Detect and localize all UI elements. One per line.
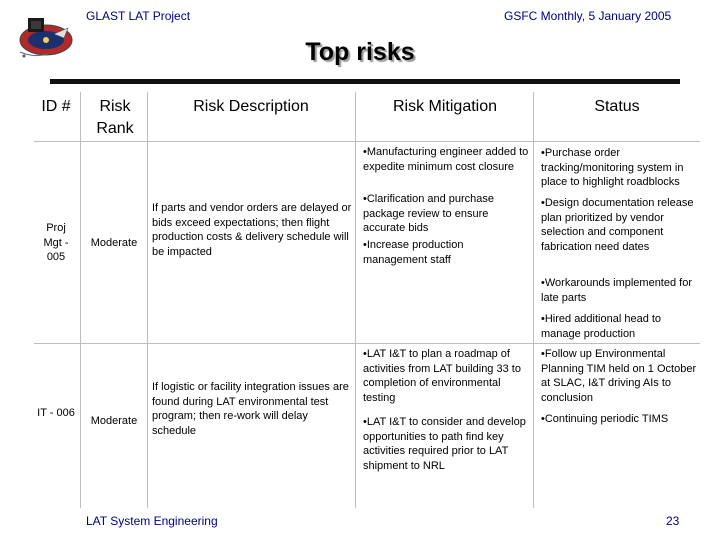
risk-rank: Moderate [90,415,138,427]
risk-id: IT - 006 [37,407,75,419]
risk-description: If parts and vendor orders are delayed or bids exceed expectations; then flight production costs & delivery schedule will be impacted [152,202,352,258]
grid-line [80,92,81,508]
risk-description: If logistic or facility integration issues are found during LAT environmental test program; then re-work will delay schedule [152,381,349,437]
status-item: •Workarounds implemented for late parts [541,277,692,304]
grid-line [355,92,356,508]
page-number: 23 [666,514,680,528]
status-item: •Design documentation release plan prioritized by vendor selection and component fabrication need dates [541,197,694,253]
meeting-label: GSFC Monthly, 5 January 2005 [504,9,672,23]
status-item: •Hired additional head to manage production [541,313,662,340]
mitigation-item: •Increase production management staff [363,239,464,266]
mitigation-item: •LAT I&T to plan a roadmap of activities from LAT building 33 to completion of environmental testing [363,348,521,404]
column-header-rank: Risk Rank [96,98,134,137]
footer-label: LAT System Engineering [86,514,218,528]
risk-id: Proj Mgt - 005 [43,222,69,263]
page-title: Top risks [305,38,415,66]
status-item: •Purchase order tracking/monitoring system in place to highlight roadblocks [541,147,684,188]
mitigation-item: •Manufacturing engineer added to expedite minimum cost closure [363,146,529,173]
project-name: GLAST LAT Project [86,9,191,23]
column-header-status: Status [594,98,640,115]
column-header-id: ID # [41,98,71,115]
mitigation-item: •Clarification and purchase package review to ensure accurate bids [363,193,495,234]
title-divider [50,79,680,84]
risk-rank: Moderate [90,237,138,249]
column-header-mitigation: Risk Mitigation [392,98,498,115]
status-item: •Follow up Environmental Planning TIM held on 1 October at SLAC, I&T driving AIs to conclusion [541,348,697,404]
grid-line [533,92,534,508]
column-header-description: Risk Description [193,98,309,115]
grid-line [147,92,148,508]
status-item: •Continuing periodic TIMS [541,413,669,425]
mitigation-item: •LAT I&T to consider and develop opportunities to path find key activities required prior to LAT shipment to NRL [363,416,526,472]
grid-line [34,141,700,142]
grid-line [34,343,700,344]
